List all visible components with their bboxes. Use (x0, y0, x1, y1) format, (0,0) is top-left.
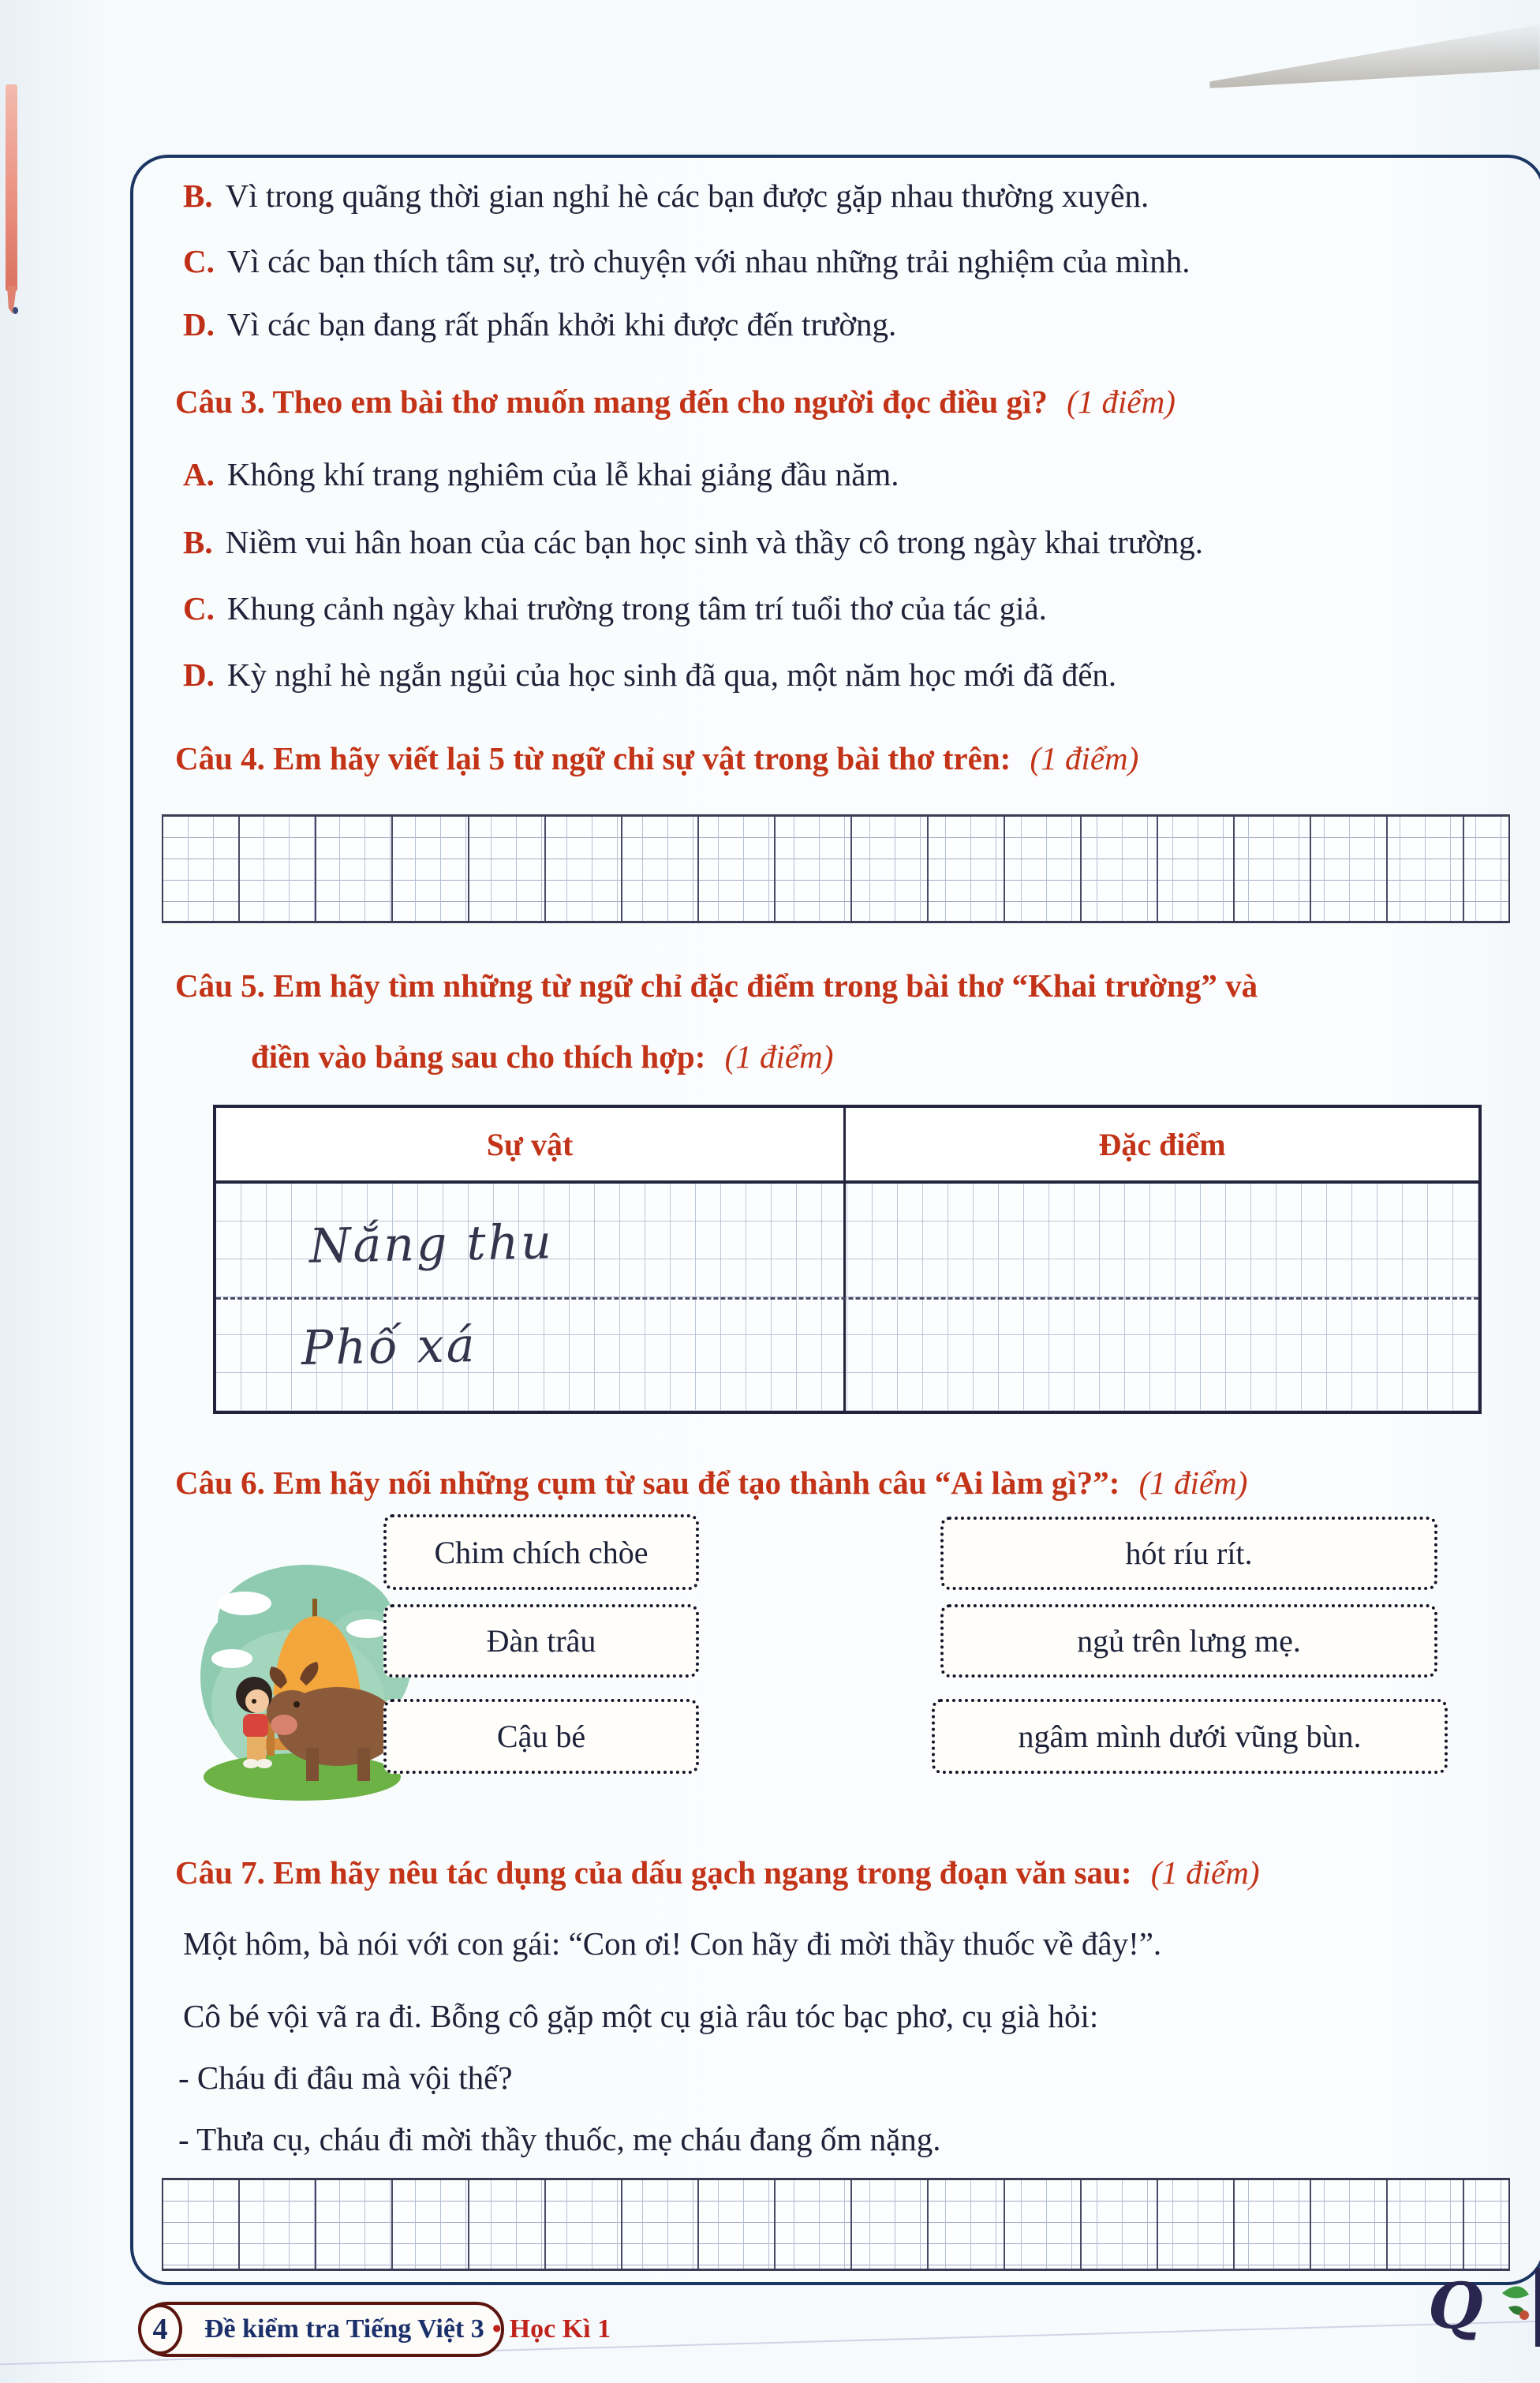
question-label: Câu 6. (175, 1465, 265, 1501)
question-label: Câu 5. (175, 967, 265, 1004)
paragraph-line: Cô bé vội vã ra đi. Bỗng cô gặp một cụ già râu tóc bạc phơ, cụ già hỏi: (183, 1998, 1099, 2034)
writing-grid (162, 814, 1510, 923)
question-5-heading-line2 (251, 1038, 833, 1076)
option-row (183, 657, 1116, 694)
option-letter: D. (183, 657, 215, 693)
table-header-su-vat: Sự vật (216, 1108, 846, 1180)
paragraph-line: - Thưa cụ, cháu đi mời thầy thuốc, mẹ cháu đang ốm nặng. (178, 2121, 941, 2157)
scan-artifact-gray-wedge (1209, 21, 1540, 88)
paragraph-line: - Cháu đi đâu mà vội thế? (178, 2059, 513, 2096)
match-left-box: Cậu bé (383, 1699, 699, 1774)
match-right-box: hót ríu rít. (940, 1517, 1437, 1590)
question-4-heading (175, 740, 1138, 777)
footer-bullet-icon: • (492, 2314, 502, 2344)
option-text: Kỳ nghỉ hè ngắn ngủi của học sinh đã qua, một năm học mới đã đến. (226, 657, 1117, 693)
question-7-heading (175, 1854, 1260, 1891)
question-title: Em hãy nêu tác dụng của dấu gạch ngang trong đoạn văn sau: (273, 1854, 1132, 1891)
logo-q-letter: Q (1428, 2269, 1483, 2343)
option-text: Niềm vui hân hoan của các bạn học sinh và thầy cô trong ngày khai trường. (225, 524, 1203, 560)
option-text: Khung cảnh ngày khai trường trong tâm trí tuổi thơ của tác giả. (226, 590, 1047, 627)
question-3-heading (175, 383, 1176, 421)
option-row (183, 306, 896, 343)
option-text: Vì các bạn thích tâm sự, trò chuyện với nhau những trải nghiệm của mình. (226, 243, 1191, 279)
question-title: Em hãy viết lại 5 từ ngữ chỉ sự vật trong bài thơ trên: (273, 740, 1011, 776)
match-left-box: Đàn trâu (383, 1604, 699, 1678)
option-text: Không khí trang nghiêm của lễ khai giảng đầu năm. (226, 456, 899, 492)
option-row (183, 243, 1191, 280)
page-number-circle: 4 (138, 2304, 182, 2355)
writing-grid (162, 2178, 1510, 2271)
match-left-box: Chim chích chòe (383, 1514, 699, 1590)
table-header-row (216, 1108, 1478, 1184)
question-label: Câu 4. (175, 740, 265, 776)
option-row (183, 456, 899, 493)
question-title-line2: điền vào bảng sau cho thích hợp: (251, 1038, 706, 1075)
question-points: (1 điểm) (1138, 1465, 1248, 1501)
handwritten-entry: Nắng thu (308, 1214, 555, 1274)
footer-badge (140, 2302, 611, 2357)
question-points: (1 điểm) (1067, 383, 1176, 420)
paragraph-line: Một hôm, bà nói với con gái: “Con ơi! Con hãy đi mời thầy thuốc về đây!”. (183, 1925, 1162, 1962)
option-letter: C. (183, 590, 215, 627)
match-right-box: ngâm mình dưới vũng bùn. (932, 1699, 1448, 1774)
option-letter: B. (183, 178, 213, 214)
option-letter: C. (183, 243, 215, 279)
table-header-dac-diem: Đặc điểm (1098, 1126, 1226, 1162)
question-title-line1: Em hãy tìm những từ ngữ chỉ đặc điểm trong bài thơ “Khai trường” và (273, 967, 1258, 1004)
question-label: Câu 3. (175, 383, 265, 420)
question-title: Em hãy nối những cụm từ sau để tạo thành câu “Ai làm gì?”: (273, 1465, 1120, 1501)
question-points: (1 điểm) (724, 1038, 834, 1075)
question-points: (1 điểm) (1030, 740, 1139, 776)
option-row (183, 524, 1203, 561)
option-text: Vì trong quãng thời gian nghỉ hè các bạn được gặp nhau thường xuyên. (225, 178, 1149, 214)
boy-and-buffalo-illustration (188, 1547, 410, 1807)
table-row-divider (216, 1297, 1478, 1300)
question-5-heading (175, 967, 1258, 1004)
option-text: Vì các bạn đang rất phấn khởi khi được đến trường. (226, 306, 897, 342)
scan-artifact-dot (13, 307, 18, 314)
footer-semester: Học Kì 1 (509, 2314, 611, 2344)
question-6-heading (175, 1465, 1247, 1502)
option-row (183, 178, 1149, 215)
q5-answer-table (213, 1105, 1482, 1414)
scan-artifact-red-strip (6, 84, 17, 291)
footer-book-title: Đề kiểm tra Tiếng Việt 3 (204, 2314, 484, 2344)
handwritten-entry: Phố xá (301, 1318, 478, 1376)
question-label: Câu 7. (175, 1854, 265, 1891)
option-letter: A. (183, 456, 215, 492)
table-body-grid (216, 1184, 1478, 1411)
question-points: (1 điểm) (1150, 1854, 1260, 1891)
option-row (183, 590, 1047, 627)
question-title: Theo em bài thơ muốn mang đến cho người đọc điều gì? (272, 383, 1048, 420)
publisher-logo (1426, 2266, 1540, 2353)
option-letter: D. (183, 306, 215, 342)
match-right-box: ngủ trên lưng mẹ. (940, 1604, 1437, 1678)
option-letter: B. (183, 524, 213, 560)
